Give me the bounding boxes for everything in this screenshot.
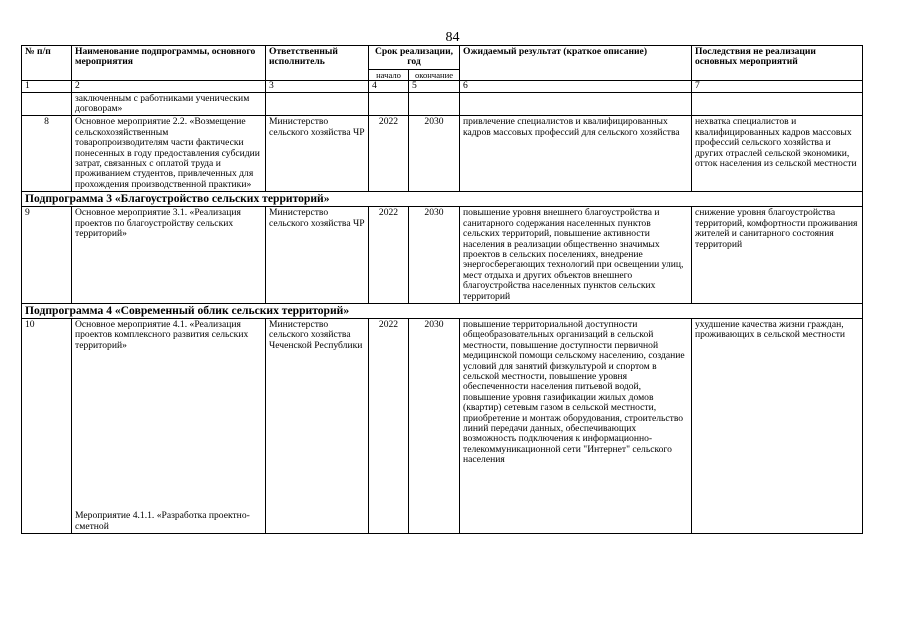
- column-number: 6: [460, 81, 692, 92]
- row-end: 2030: [409, 207, 460, 304]
- row-name: Основное мероприятие 2.2. «Возмещение сельскохозяйственным товаропроизводителям части фактически понесенных в году предоставления субсидии затрат, связанных с оплатой труда и проживанием студентов, привлеченных для прохождения производственной практики»: [72, 116, 266, 192]
- column-number: 2: [72, 81, 266, 92]
- row-name: Основное мероприятие 4.1. «Реализация проектов комплексного развития сельских территорий»: [75, 318, 249, 351]
- column-number: 7: [692, 81, 863, 92]
- column-number: 5: [409, 81, 460, 92]
- header-consequences: Последствия не реализации основных мероприятий: [692, 46, 863, 81]
- row-name-sub: Мероприятие 4.1.1. «Разработка проектно-сметной: [75, 510, 250, 532]
- row-consequences: [692, 92, 863, 116]
- row-name: заключенным с работниками ученическим договорам»: [72, 92, 266, 116]
- subprogram-heading-row: [22, 303, 863, 318]
- row-executor: [266, 92, 369, 116]
- row-name-cell: [72, 318, 266, 533]
- row-executor: Министерство сельского хозяйства Чеченской Республики: [266, 318, 369, 533]
- row-executor: Министерство сельского хозяйства ЧР: [266, 207, 369, 304]
- row-consequences: нехватка специалистов и квалифицированных кадров массовых профессий сельского хозяйства и других отраслей сельской экономики, отток населения из сельской местности: [692, 116, 863, 192]
- row-start: 2022: [369, 116, 409, 192]
- program-activities-table: [21, 45, 863, 534]
- header-row: [22, 46, 863, 70]
- column-number: 1: [22, 81, 72, 92]
- row-num: 9: [22, 207, 72, 304]
- header-end: окончание: [409, 69, 460, 80]
- row-executor: Министерство сельского хозяйства ЧР: [266, 116, 369, 192]
- row-num: [22, 92, 72, 116]
- row-result: [460, 92, 692, 116]
- row-name-spacer: [75, 351, 262, 511]
- row-end: 2030: [409, 116, 460, 192]
- header-start: начало: [369, 69, 409, 80]
- table-row: [22, 318, 863, 533]
- table-row: [22, 92, 863, 116]
- row-result: повышение уровня внешнего благоустройства и санитарного содержания населенных пунктов сельских территорий, повышение активности населения в реализации общественно значимых проектов в сельских поселениях, внедрение энергосберегающих технологий при освещении улиц, мест отдыха и других объектов внешнего благоустройства населенных пунктов сельских территорий: [460, 207, 692, 304]
- row-num: 8: [22, 116, 72, 192]
- subprogram-heading-row: [22, 192, 863, 207]
- row-end: 2030: [409, 318, 460, 533]
- subprogram-heading: Подпрограмма 4 «Современный облик сельских территорий»: [22, 303, 863, 318]
- header-term: Срок реализации, год: [369, 46, 460, 70]
- row-result: повышение территориальной доступности общеобразовательных организаций в сельской местности, повышение доступности первичной медицинской помощи сельскому населению, создание условий для занятий физкультурой и спортом в сельской местности, повышение уровня обеспеченности населения питьевой водой, повышение уровня газификации жилых домов (квартир) сетевым газом в сельской местности, приобретение и монтаж оборудования, строительство линий передачи данных, обеспечивающих возможность подключения к информационно-телекоммуникационной сети "Интернет" сельского населения: [460, 318, 692, 533]
- row-start: 2022: [369, 318, 409, 533]
- header-num: № п/п: [22, 46, 72, 81]
- subprogram-heading: Подпрограмма 3 «Благоустройство сельских территорий»: [22, 192, 863, 207]
- header-name: Наименование подпрограммы, основного мероприятия: [72, 46, 266, 81]
- row-name: Основное мероприятие 3.1. «Реализация проектов по благоустройству сельских территорий»: [72, 207, 266, 304]
- row-num: 10: [22, 318, 72, 533]
- row-consequences: ухудшение качества жизни граждан, проживающих в сельской местности: [692, 318, 863, 533]
- table-row: [22, 207, 863, 304]
- column-number-row: [22, 81, 863, 92]
- row-end: [409, 92, 460, 116]
- column-number: 3: [266, 81, 369, 92]
- row-consequences: снижение уровня благоустройства территорий, комфортности проживания жителей и санитарного состояния территорий: [692, 207, 863, 304]
- row-start: [369, 92, 409, 116]
- row-start: 2022: [369, 207, 409, 304]
- table-row: [22, 116, 863, 192]
- header-executor: Ответственный исполнитель: [266, 46, 369, 81]
- page-number: 84: [445, 30, 460, 45]
- header-result: Ожидаемый результат (краткое описание): [460, 46, 692, 81]
- column-number: 4: [369, 81, 409, 92]
- row-result: привлечение специалистов и квалифицированных кадров массовых профессий для сельского хозяйства: [460, 116, 692, 192]
